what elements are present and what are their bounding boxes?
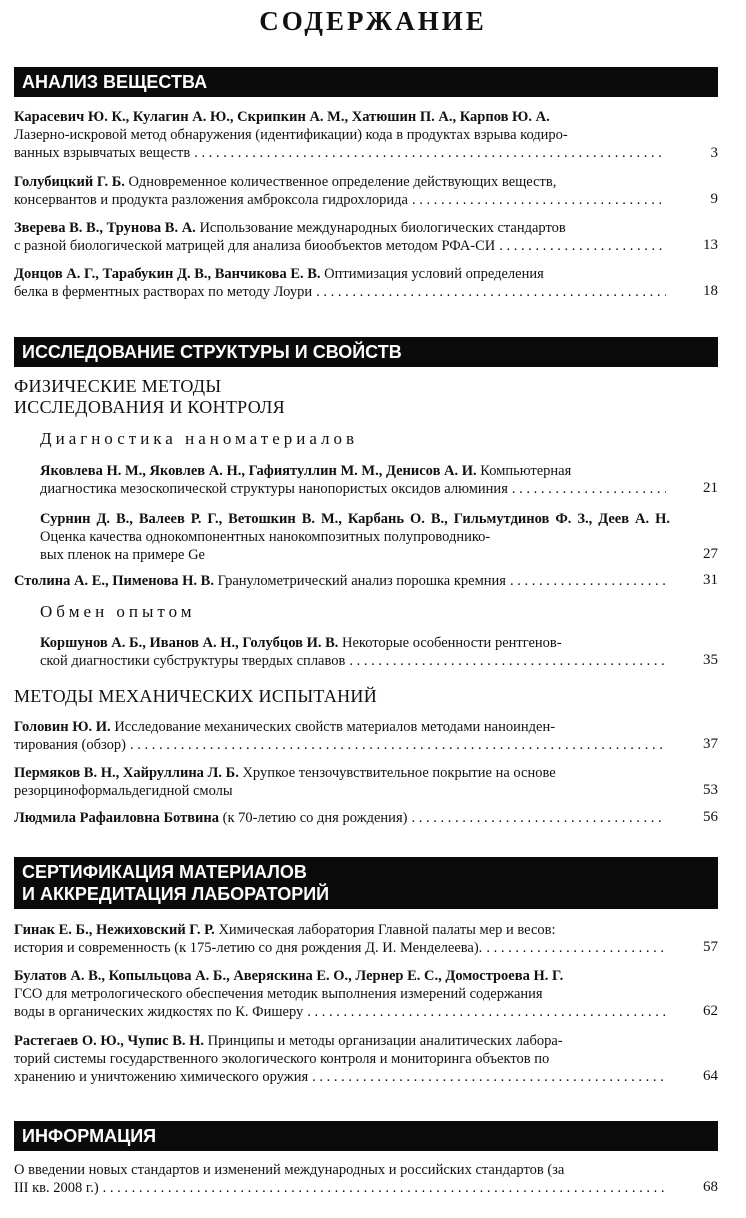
- subsection-heading-line: МЕТОДЫ МЕХАНИЧЕСКИХ ИСПЫТАНИЙ: [14, 686, 378, 706]
- entry-title-line: [14, 921, 670, 939]
- page-title: СОДЕРЖАНИЕ: [259, 6, 487, 36]
- entry-title-end: резорциноформальдегидной смолы: [14, 783, 233, 799]
- entry-page-number: 57: [703, 939, 718, 955]
- entry-title-line: О введении новых стандартов и изменений международных и российских стандартов (за: [14, 1162, 565, 1178]
- leader-dots: [103, 1179, 666, 1197]
- entry-title-text: Принципы и методы организации аналитических лабора-: [204, 1033, 563, 1049]
- entry-authors: Пермяков В. Н., Хайруллина Л. Б.: [14, 765, 239, 781]
- entry-last-line: [14, 939, 670, 957]
- leader-dots: [510, 572, 666, 590]
- toc-entry[interactable]: [14, 265, 670, 301]
- entry-title-text: Использование международных биологических стандартов: [195, 220, 566, 236]
- section-heading-certification: [14, 857, 718, 909]
- entry-title-text: Хрупкое тензочувствительное покрытие на основе: [238, 765, 556, 781]
- entry-title-end: ванных взрывчатых веществ: [14, 145, 191, 161]
- entry-page-number: 13: [703, 237, 718, 253]
- leader-dots: [412, 191, 666, 209]
- entry-authors: Коршунов А. Б., Иванов А. Н., Голубцов И. В.: [40, 635, 339, 651]
- entry-last-line: [40, 480, 670, 498]
- entry-title-line: [40, 634, 670, 652]
- leader-dots: [194, 144, 666, 162]
- entry-title-text: Оценка качества однокомпонентных нанокомпозитных полупроводнико-: [40, 529, 491, 545]
- entry-authors: Голубицкий Г. Б.: [14, 174, 125, 190]
- entry-title-line: [14, 265, 670, 283]
- entry-last-line: [14, 782, 670, 800]
- entry-last-line: [14, 736, 670, 754]
- toc-entry[interactable]: [14, 764, 670, 800]
- entry-authors: Донцов А. Г., Тарабукин Д. В., Ванчикова Е. В.: [14, 266, 321, 282]
- section-heading-information: [14, 1121, 718, 1151]
- subsection-heading-line: ФИЗИЧЕСКИЕ МЕТОДЫ: [14, 376, 222, 396]
- entry-title-line: ГСО для метрологического обеспечения методик выполнения измерений содержания: [14, 986, 543, 1002]
- section-heading-line: ИНФОРМАЦИЯ: [22, 1126, 157, 1146]
- entry-title-text: (к 70-летию со дня рождения): [219, 810, 408, 826]
- entry-title-line: [40, 462, 670, 480]
- leader-dots: [512, 480, 666, 498]
- toc-entry[interactable]: [14, 921, 670, 957]
- rubric-heading: Обмен опытом: [40, 602, 196, 621]
- entry-authors: Головин Ю. И.: [14, 719, 111, 735]
- entry-last-line: [14, 572, 670, 590]
- entry-title-end: диагностика мезоскопической структуры нанопористых оксидов алюминия: [40, 481, 508, 497]
- section-heading-line: И АККРЕДИТАЦИЯ ЛАБОРАТОРИЙ: [22, 884, 330, 904]
- entry-title-line: [14, 173, 670, 191]
- section-heading-structure: [14, 337, 718, 367]
- subsection-heading: [14, 376, 285, 418]
- entry-title-end: ской диагностики субструктуры твердых сплавов: [40, 653, 346, 669]
- entry-authors: Зверева В. В., Трунова В. А.: [14, 220, 196, 236]
- entry-authors: Яковлева Н. М., Яковлев А. Н., Гафиятуллин М. М., Денисов А. И.: [40, 463, 477, 479]
- entry-title-end: история и современность (к 175-летию со дня рождения Д. И. Менделеева).: [14, 940, 483, 956]
- entry-title-line: [14, 1032, 670, 1050]
- entry-title-end: [14, 572, 506, 590]
- leader-dots: [499, 237, 666, 255]
- toc-entry[interactable]: [14, 967, 670, 1021]
- entry-page-number: 68: [703, 1179, 718, 1195]
- entry-authors: Гинак Е. Б., Нежиховский Г. Р.: [14, 922, 215, 938]
- entry-title-text: Одновременное количественное определение действующих веществ,: [124, 174, 557, 190]
- entry-page-number: 37: [703, 736, 718, 752]
- entry-page-number: 18: [703, 283, 718, 299]
- toc-entry[interactable]: [14, 1161, 670, 1197]
- subsection-heading-line: ИССЛЕДОВАНИЯ И КОНТРОЛЯ: [14, 397, 285, 417]
- entry-last-line: [14, 1179, 670, 1197]
- entry-authors-line: [14, 967, 670, 985]
- section-heading-line: АНАЛИЗ ВЕЩЕСТВА: [22, 72, 208, 92]
- entry-title-end: с разной биологической матрицей для анализа биообъектов методом РФА-СИ: [14, 238, 496, 254]
- toc-entry[interactable]: [40, 462, 670, 498]
- entry-title-end: [14, 809, 407, 827]
- entry-title-end: вых пленок на примере Ge: [40, 547, 205, 563]
- entry-page-number: 3: [710, 145, 718, 161]
- entry-last-line: [40, 546, 670, 564]
- entry-authors: Сурнин Д. В., Валеев Р. Г., Ветошкин В. М., Карбань О. В., Гильмутдинов Ф. З., Деев А. Н.: [40, 511, 670, 527]
- entry-title-line: [14, 764, 670, 782]
- toc-entry[interactable]: [40, 510, 670, 564]
- entry-title-text: Химическая лаборатория Главной палаты мер и весов:: [214, 922, 556, 938]
- entry-authors: Людмила Рафаиловна Ботвина: [14, 810, 220, 826]
- entry-title-text: Гранулометрический анализ порошка кремния: [213, 573, 506, 589]
- subsection-heading: [14, 686, 377, 707]
- leader-dots: [349, 652, 666, 670]
- entry-title-line: [14, 219, 670, 237]
- entry-page-number: 56: [703, 809, 718, 825]
- entry-last-line: [40, 652, 670, 670]
- toc-entry[interactable]: [14, 173, 670, 209]
- entry-authors-line: [14, 108, 670, 126]
- entry-page-number: 9: [710, 191, 718, 207]
- toc-entry[interactable]: [14, 1032, 670, 1086]
- section-heading-line: СЕРТИФИКАЦИЯ МАТЕРИАЛОВ: [22, 862, 307, 882]
- entry-title-end: консервантов и продукта разложения амброксола гидрохлорида: [14, 192, 408, 208]
- entry-title-line: Лазерно-искровой метод обнаружения (идентификации) кода в продуктах взрыва кодиро-: [14, 127, 568, 143]
- entry-page-number: 62: [703, 1003, 718, 1019]
- leader-dots: [316, 283, 666, 301]
- entry-title-text: Компьютерная: [476, 463, 572, 479]
- toc-entry[interactable]: [14, 809, 670, 827]
- entry-last-line: [14, 191, 670, 209]
- leader-dots: [486, 939, 666, 957]
- leader-dots: [130, 736, 666, 754]
- entry-page-number: 31: [703, 572, 718, 588]
- entry-title-end: хранению и уничтожению химического оружия: [14, 1069, 309, 1085]
- entry-title-line: [14, 718, 670, 736]
- toc-entry[interactable]: [14, 219, 670, 255]
- entry-title-text: Оптимизация условий определения: [320, 266, 544, 282]
- entry-page-number: 53: [703, 782, 718, 798]
- entry-last-line: [14, 1068, 670, 1086]
- toc-entry[interactable]: [14, 572, 670, 590]
- entry-page-number: 64: [703, 1068, 718, 1084]
- entry-title-end: белка в ферментных растворах по методу Лоури: [14, 284, 313, 300]
- entry-last-line: [14, 809, 670, 827]
- toc-entry[interactable]: [40, 634, 670, 670]
- entry-authors: Булатов А. В., Копыльцова А. Б., Аверяскина Е. О., Лернер Е. С., Домостроева Н. Г.: [14, 968, 564, 984]
- entry-title-end: III кв. 2008 г.): [14, 1180, 99, 1196]
- entry-page-number: 35: [703, 652, 718, 668]
- entry-last-line: [14, 283, 670, 301]
- entry-last-line: [14, 1003, 670, 1021]
- entry-page-number: 21: [703, 480, 718, 496]
- leader-dots: [307, 1003, 666, 1021]
- entry-last-line: [14, 237, 670, 255]
- entry-page-number: 27: [703, 546, 718, 562]
- toc-entry[interactable]: [14, 108, 670, 162]
- entry-title-text: Некоторые особенности рентгенов-: [338, 635, 562, 651]
- section-heading-analysis: [14, 67, 718, 97]
- entry-authors: Растегаев О. Ю., Чупис В. Н.: [14, 1033, 205, 1049]
- entry-title-text: Исследование механических свойств материалов методами наноинден-: [110, 719, 556, 735]
- entry-last-line: [14, 144, 670, 162]
- entry-authors: Столина А. Е., Пименова Н. В.: [14, 573, 214, 589]
- entry-authors: Карасевич Ю. К., Кулагин А. Ю., Скрипкин А. М., Хатюшин П. А., Карпов Ю. А.: [14, 109, 550, 125]
- entry-title-line: [40, 510, 670, 546]
- section-heading-line: ИССЛЕДОВАНИЕ СТРУКТУРЫ И СВОЙСТВ: [22, 342, 402, 362]
- entry-title-end: воды в органических жидкостях по К. Фишеру: [14, 1004, 304, 1020]
- rubric-heading: Диагностика наноматериалов: [40, 429, 359, 448]
- leader-dots: [312, 1068, 666, 1086]
- toc-entry[interactable]: [14, 718, 670, 754]
- entry-title-line: торий системы государственного экологического контроля и мониторинга объектов по: [14, 1051, 550, 1067]
- leader-dots: [411, 809, 666, 827]
- entry-title-end: тирования (обзор): [14, 737, 126, 753]
